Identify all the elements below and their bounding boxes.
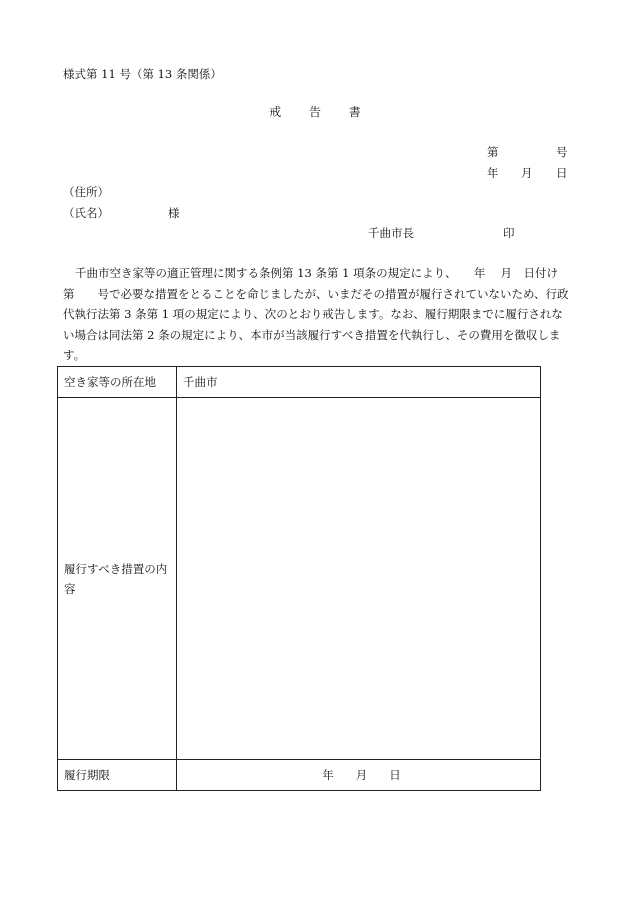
recipient-address-label: （住所） [63, 185, 109, 199]
body-paragraph: 千曲市空き家等の適正管理に関する条例第 13 条第 1 項条の規定により、 年 月 日付け 第 号で必要な措置をとることを命じましたが、いまだその措置が履行されていないため、行政代執行法第 3 条第 1 項の規定により、次のとおり戒告します。なお、履行期限までに履行されない場合は同法第 2 条の規定により、本市が当該履行すべき措置を代執行し、その費用を徴収します。 [63, 266, 569, 362]
deadline-month: 月 [355, 768, 368, 782]
date-day: 日 [556, 166, 568, 180]
date-month: 月 [521, 166, 533, 180]
deadline-label: 履行期限 [58, 760, 177, 791]
recipient-honorific: 様 [168, 206, 180, 220]
table-row [58, 760, 541, 791]
location-label: 空き家等の所在地 [58, 367, 177, 398]
seal-mark: 印 [503, 226, 515, 240]
date-year: 年 [487, 166, 499, 180]
detail-table [57, 366, 541, 791]
measures-value [177, 398, 541, 760]
sender-mayor: 千曲市長 [368, 226, 414, 240]
deadline-year: 年 [322, 768, 334, 782]
form-number: 様式第 11 号（第 13 条関係） [63, 67, 222, 81]
deadline-date [177, 760, 541, 791]
location-value: 千曲市 [177, 367, 541, 398]
deadline-day: 日 [389, 768, 401, 782]
recipient-name-label: （氏名） [63, 206, 109, 220]
document-title: 戒 告 書 [269, 105, 373, 119]
table-row [58, 367, 541, 398]
doc-number-prefix: 第 [487, 145, 499, 159]
measures-label: 履行すべき措置の内容 [58, 398, 177, 760]
table-row [58, 398, 541, 760]
doc-number-suffix: 号 [556, 145, 568, 159]
